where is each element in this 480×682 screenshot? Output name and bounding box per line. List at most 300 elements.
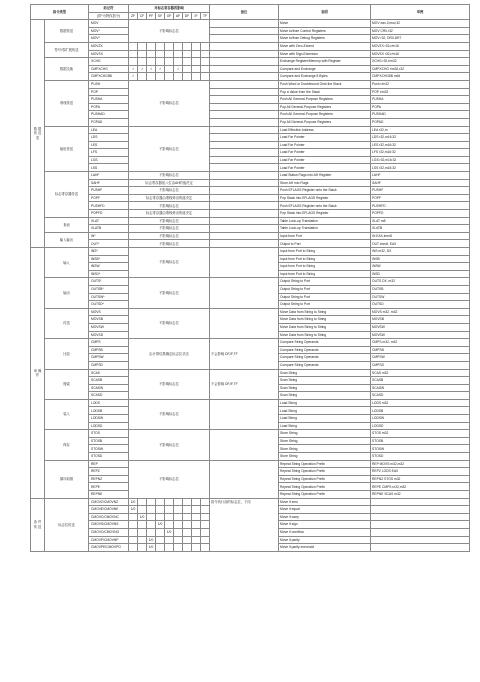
example-cell: INS m32, DX bbox=[371, 248, 470, 256]
table-row bbox=[31, 141, 470, 149]
flag-cell bbox=[192, 536, 201, 544]
mnemonic-cell: CMOVS/CMOVNS bbox=[89, 521, 129, 529]
table-row bbox=[31, 111, 470, 119]
flag-header-zf: ZF bbox=[129, 12, 138, 20]
example-cell: SCASW bbox=[371, 384, 470, 392]
flag-cell bbox=[201, 521, 210, 529]
flag-cell bbox=[174, 50, 183, 58]
description-cell: Store String bbox=[279, 437, 371, 445]
header-flags-title: 对标志寄存器的影响 bbox=[129, 5, 210, 13]
flag-cell bbox=[174, 498, 183, 506]
mnemonic-cell: REPE bbox=[89, 483, 129, 491]
flag-effect-span: 不影响标志位 bbox=[129, 399, 210, 429]
flag-cell bbox=[183, 73, 192, 81]
flag-cell bbox=[201, 65, 210, 73]
description-cell: Move if parity even/odd bbox=[279, 544, 371, 552]
note-cell bbox=[210, 187, 279, 195]
example-cell: INSW bbox=[371, 263, 470, 271]
flag-cell bbox=[138, 506, 147, 514]
description-cell: Load Far Pointer bbox=[279, 149, 371, 157]
flag-effect-span: 不影响标志位 bbox=[129, 80, 210, 126]
flag-cell bbox=[183, 506, 192, 514]
example-cell: INSB bbox=[371, 255, 470, 263]
flag-effect-span: 不影响标志位 bbox=[129, 232, 210, 240]
flag-cell bbox=[174, 544, 183, 552]
mnemonic-cell: SCAS bbox=[89, 369, 129, 377]
example-cell: SAHF bbox=[371, 179, 470, 187]
example-cell: REPNE SCAS m32 bbox=[371, 491, 470, 499]
description-cell: Table Look-up Translation bbox=[279, 217, 371, 225]
mnemonic-cell: LSS bbox=[89, 164, 129, 172]
example-cell: OUTSD bbox=[371, 301, 470, 309]
flag-header-tf: TF bbox=[201, 12, 210, 20]
mnemonic-cell: CMOVE/CMOVNE bbox=[89, 506, 129, 514]
description-cell: Compare String Operands bbox=[279, 361, 371, 369]
table-row bbox=[31, 96, 470, 104]
flag-cell bbox=[165, 50, 174, 58]
header-desc: 说明 bbox=[279, 5, 371, 20]
description-cell: Move Data from String to String bbox=[279, 316, 371, 324]
mnemonic-cell: CMPSB bbox=[89, 346, 129, 354]
description-cell: Load Far Pointer bbox=[279, 134, 371, 142]
flag-cell: 1/0 bbox=[138, 513, 147, 521]
flag-cell bbox=[156, 513, 165, 521]
mnemonic-cell: SCASB bbox=[89, 377, 129, 385]
table-row bbox=[31, 50, 470, 58]
table-row bbox=[31, 194, 470, 202]
flag-cell bbox=[174, 73, 183, 81]
note-cell bbox=[210, 42, 279, 50]
flag-cell bbox=[192, 58, 201, 66]
note-cell bbox=[210, 240, 279, 248]
mnemonic-cell: LODSB bbox=[89, 407, 129, 415]
description-cell: Compare and Exchange bbox=[279, 65, 371, 73]
flag-cell bbox=[165, 65, 174, 73]
group-label: 搜索 bbox=[45, 369, 89, 399]
mnemonic-cell: REPNE bbox=[89, 491, 129, 499]
mnemonic-cell: POP bbox=[89, 88, 129, 96]
mnemonic-cell: XLAT bbox=[89, 217, 129, 225]
example-cell bbox=[371, 506, 470, 514]
flag-cell: √ bbox=[156, 65, 165, 73]
flag-cell bbox=[156, 58, 165, 66]
mnemonic-cell: REPNZ bbox=[89, 475, 129, 483]
note-cell bbox=[210, 27, 279, 35]
flag-cell bbox=[183, 536, 192, 544]
description-cell: Pop Stack into EFLAGS Register bbox=[279, 194, 371, 202]
table-row bbox=[31, 187, 470, 195]
flag-cell bbox=[156, 536, 165, 544]
example-cell: STOSB bbox=[371, 437, 470, 445]
mnemonic-cell: OUTS* bbox=[89, 278, 129, 286]
flag-cell bbox=[183, 498, 192, 506]
mnemonic-cell: CMOVZ/CMOVNZ bbox=[89, 498, 129, 506]
example-cell: XCHG r32,r/m32 bbox=[371, 58, 470, 66]
description-cell: Move bbox=[279, 20, 371, 28]
flag-cell bbox=[147, 498, 156, 506]
mnemonic-cell: MOV* bbox=[89, 27, 129, 35]
table-row bbox=[31, 232, 470, 240]
flag-cell bbox=[201, 506, 210, 514]
flag-header-of: OF bbox=[165, 12, 174, 20]
flag-effect-span: 标志寄存器由堆栈弹出的值决定 bbox=[129, 210, 210, 218]
description-cell: Move if carry bbox=[279, 513, 371, 521]
group-label: 输出 bbox=[45, 278, 89, 308]
flag-cell bbox=[201, 58, 210, 66]
example-cell bbox=[371, 521, 470, 529]
note-cell bbox=[210, 164, 279, 172]
mnemonic-cell: MOVS bbox=[89, 308, 129, 316]
note-cell bbox=[210, 232, 279, 240]
table-row bbox=[31, 149, 470, 157]
description-cell: Move if overflow bbox=[279, 528, 371, 536]
example-cell: MOVSX r32,r/m16 bbox=[371, 50, 470, 58]
example-cell: SCASD bbox=[371, 392, 470, 400]
flag-cell bbox=[156, 73, 165, 81]
flag-cell bbox=[201, 73, 210, 81]
note-cell bbox=[210, 399, 279, 429]
table-row bbox=[31, 65, 470, 73]
example-cell: POP r/m32 bbox=[371, 88, 470, 96]
example-cell: SCASB bbox=[371, 377, 470, 385]
group-label: 数据交换 bbox=[45, 58, 89, 81]
description-cell: Move Data from String to String bbox=[279, 308, 371, 316]
description-cell: Load Effective Address bbox=[279, 126, 371, 134]
mnemonic-cell: STOSD bbox=[89, 453, 129, 461]
group-label: 标志寄存器传送 bbox=[45, 172, 89, 218]
flag-cell bbox=[192, 50, 201, 58]
mnemonic-cell: CMPXCHG8B bbox=[89, 73, 129, 81]
flag-header-sf: SF bbox=[156, 12, 165, 20]
header-note: 备注 bbox=[210, 5, 279, 20]
example-cell: OUTSW bbox=[371, 293, 470, 301]
flag-cell bbox=[129, 521, 138, 529]
mnemonic-cell: MOV bbox=[89, 20, 129, 28]
example-cell bbox=[371, 498, 470, 506]
description-cell: Move to/from Debug Registers bbox=[279, 35, 371, 43]
outer-group-label: 数 据 传 送 类 bbox=[31, 20, 45, 248]
flag-cell bbox=[201, 50, 210, 58]
header-example: 举例 bbox=[371, 5, 470, 20]
description-cell: Input from Port to String bbox=[279, 255, 371, 263]
mnemonic-cell: OUTSW* bbox=[89, 293, 129, 301]
flag-cell bbox=[165, 521, 174, 529]
flag-cell bbox=[174, 536, 183, 544]
example-cell bbox=[371, 513, 470, 521]
example-cell: POPF bbox=[371, 194, 470, 202]
flag-cell bbox=[129, 544, 138, 552]
table-row bbox=[31, 118, 470, 126]
group-label: 堆栈传送 bbox=[45, 80, 89, 126]
note-cell bbox=[210, 103, 279, 111]
description-cell: Move if parity bbox=[279, 536, 371, 544]
mnemonic-cell: CMPSD bbox=[89, 361, 129, 369]
flag-effect-span: 不影响标志位 bbox=[129, 430, 210, 460]
flag-effect-span: 由计算结果确定标志位状态 bbox=[129, 339, 210, 369]
header-row bbox=[31, 5, 470, 13]
flag-cell bbox=[192, 544, 201, 552]
table-row bbox=[31, 399, 470, 407]
description-cell: Repeat String Operation Prefix bbox=[279, 491, 371, 499]
description-cell: Load String bbox=[279, 407, 371, 415]
flag-cell bbox=[192, 528, 201, 536]
description-cell: Load Far Pointer bbox=[279, 141, 371, 149]
mnemonic-cell: PUSHA bbox=[89, 96, 129, 104]
group-label: 传送 bbox=[45, 308, 89, 338]
example-cell: OUTS DX, m32 bbox=[371, 278, 470, 286]
description-cell: Table Look-up Translation bbox=[279, 225, 371, 233]
example-cell: PUSHF bbox=[371, 187, 470, 195]
flag-cell: 1/0 bbox=[165, 528, 174, 536]
example-cell: LGS r32,m16:32 bbox=[371, 156, 470, 164]
mnemonic-cell: PUSHF bbox=[89, 187, 129, 195]
example-cell: LODSB bbox=[371, 407, 470, 415]
example-cell: STOSD bbox=[371, 453, 470, 461]
description-cell: Move with Zero-Extend bbox=[279, 42, 371, 50]
note-cell bbox=[210, 58, 279, 66]
example-cell: REPNZ STOS m32 bbox=[371, 475, 470, 483]
mnemonic-cell: LGS bbox=[89, 156, 129, 164]
flag-cell bbox=[138, 58, 147, 66]
mnemonic-cell: XCHG bbox=[89, 58, 129, 66]
description-cell: Input from Port to String bbox=[279, 270, 371, 278]
description-cell: Output String to Port bbox=[279, 278, 371, 286]
table-row bbox=[31, 278, 470, 286]
table-row bbox=[31, 498, 470, 506]
flag-cell: √ bbox=[138, 65, 147, 73]
flag-cell bbox=[201, 42, 210, 50]
table-row bbox=[31, 134, 470, 142]
example-cell: LSS r32,m16:32 bbox=[371, 164, 470, 172]
mnemonic-cell: POPAD bbox=[89, 118, 129, 126]
mnemonic-cell: OUTSB* bbox=[89, 285, 129, 293]
instruction-reference-table bbox=[30, 4, 470, 552]
flag-cell bbox=[183, 42, 192, 50]
table-row bbox=[31, 172, 470, 180]
group-label: 保存 bbox=[45, 430, 89, 460]
note-cell: 不会影响 DF,IF,TF bbox=[210, 339, 279, 369]
flag-cell bbox=[165, 536, 174, 544]
table-row bbox=[31, 73, 470, 81]
note-cell bbox=[210, 202, 279, 210]
example-cell: MOVZX r32,r/m16 bbox=[371, 42, 470, 50]
example-cell: OUT imm8, EAX bbox=[371, 240, 470, 248]
description-cell: Repeat String Operation Prefix bbox=[279, 460, 371, 468]
example-cell: PUSHA bbox=[371, 96, 470, 104]
mnemonic-cell: STOS bbox=[89, 430, 129, 438]
flag-cell bbox=[129, 58, 138, 66]
table-row bbox=[31, 58, 470, 66]
flag-cell bbox=[165, 513, 174, 521]
note-cell: 指令执行前的标志位，下同 bbox=[210, 498, 279, 551]
flag-cell bbox=[138, 73, 147, 81]
header-mnemonic: 助记符 bbox=[89, 5, 129, 13]
description-cell: Output to Port bbox=[279, 240, 371, 248]
mnemonic-cell: MOV* bbox=[89, 35, 129, 43]
flag-cell bbox=[201, 536, 210, 544]
mnemonic-cell: CMOVP/CMOVNP bbox=[89, 536, 129, 544]
example-cell: CMPS m32, m32 bbox=[371, 339, 470, 347]
mnemonic-cell: POPF bbox=[89, 194, 129, 202]
example-cell: MOV CR0,r32 bbox=[371, 27, 470, 35]
flag-header-df: DF bbox=[183, 12, 192, 20]
flag-cell bbox=[129, 42, 138, 50]
description-cell: Push Word or Doubleword Onto the Stack bbox=[279, 80, 371, 88]
description-cell: Output String to Port bbox=[279, 293, 371, 301]
example-cell: MOVSW bbox=[371, 323, 470, 331]
flag-cell bbox=[147, 506, 156, 514]
flag-cell bbox=[201, 544, 210, 552]
mnemonic-cell: MOVZX bbox=[89, 42, 129, 50]
mnemonic-cell: MOVSD bbox=[89, 331, 129, 339]
mnemonic-cell: INSB* bbox=[89, 255, 129, 263]
flag-cell bbox=[174, 513, 183, 521]
description-cell: Move to/from Control Registers bbox=[279, 27, 371, 35]
flag-effect-span: 不影响标志位 bbox=[129, 20, 210, 43]
description-cell: Store String bbox=[279, 430, 371, 438]
outer-group-label: 条 件 传 送 bbox=[31, 498, 45, 551]
example-cell: POPFD bbox=[371, 210, 470, 218]
flag-cell bbox=[183, 544, 192, 552]
mnemonic-cell: OUT* bbox=[89, 240, 129, 248]
flag-cell bbox=[138, 42, 147, 50]
example-cell: MOV eax,2;mov,32 bbox=[371, 20, 470, 28]
table-row bbox=[31, 217, 470, 225]
flag-header-if: IF bbox=[192, 12, 201, 20]
example-cell: LODS m32 bbox=[371, 399, 470, 407]
description-cell: Push All General-Purpose Registers bbox=[279, 96, 371, 104]
table-row bbox=[31, 164, 470, 172]
note-cell bbox=[210, 73, 279, 81]
example-cell: LODSW bbox=[371, 415, 470, 423]
table-row bbox=[31, 225, 470, 233]
mnemonic-cell: MOVSX bbox=[89, 50, 129, 58]
flag-cell bbox=[183, 65, 192, 73]
flag-cell bbox=[138, 521, 147, 529]
example-cell: CMPSD bbox=[371, 361, 470, 369]
description-cell: Store AH into Flags bbox=[279, 179, 371, 187]
flag-effect-span: 不影响标志位 bbox=[129, 369, 210, 399]
flag-cell bbox=[174, 42, 183, 50]
table-row bbox=[31, 35, 470, 43]
mnemonic-cell: STOSB bbox=[89, 437, 129, 445]
flag-cell: √ bbox=[129, 73, 138, 81]
note-cell bbox=[210, 225, 279, 233]
description-cell: Output String to Port bbox=[279, 285, 371, 293]
table-row bbox=[31, 339, 470, 347]
flag-cell bbox=[201, 528, 210, 536]
table-row bbox=[31, 202, 470, 210]
mnemonic-cell: SCASW bbox=[89, 384, 129, 392]
mnemonic-cell: PUSHFD bbox=[89, 202, 129, 210]
table-row bbox=[31, 88, 470, 96]
flag-cell bbox=[165, 73, 174, 81]
flag-cell bbox=[165, 58, 174, 66]
flag-cell bbox=[183, 50, 192, 58]
mnemonic-cell: LDS bbox=[89, 134, 129, 142]
flag-effect-span: 不影响标志位 bbox=[129, 202, 210, 210]
mnemonic-cell: LES bbox=[89, 141, 129, 149]
description-cell: Load Far Pointer bbox=[279, 156, 371, 164]
description-cell: Move Data from String to String bbox=[279, 323, 371, 331]
example-cell: REP MOVS m32,m32 bbox=[371, 460, 470, 468]
mnemonic-cell: CMOVC/CMOVNC bbox=[89, 513, 129, 521]
flag-cell bbox=[147, 528, 156, 536]
flag-cell bbox=[129, 513, 138, 521]
note-cell: 不会影响 DF,IF,TF bbox=[210, 369, 279, 399]
flag-cell bbox=[174, 521, 183, 529]
flag-effect-span: 不影响标志位 bbox=[129, 225, 210, 233]
flag-cell bbox=[183, 521, 192, 529]
description-cell: Pop Stack into EFLAGS Register bbox=[279, 210, 371, 218]
description-cell: Scan String bbox=[279, 369, 371, 377]
flag-cell: 1/0 bbox=[147, 536, 156, 544]
description-cell: Compare String Operands bbox=[279, 346, 371, 354]
flag-cell bbox=[147, 73, 156, 81]
note-cell bbox=[210, 50, 279, 58]
mnemonic-cell: MOVSW bbox=[89, 323, 129, 331]
note-cell bbox=[210, 35, 279, 43]
description-cell: Repeat String Operation Prefix bbox=[279, 468, 371, 476]
description-cell: Input from Port to String bbox=[279, 263, 371, 271]
description-cell: Scan String bbox=[279, 392, 371, 400]
note-cell bbox=[210, 172, 279, 180]
flag-cell bbox=[156, 42, 165, 50]
description-cell: Compare String Operands bbox=[279, 339, 371, 347]
description-cell: Repeat String Operation Prefix bbox=[279, 475, 371, 483]
note-cell bbox=[210, 111, 279, 119]
example-cell: MOVS m32, m32 bbox=[371, 308, 470, 316]
note-cell bbox=[210, 460, 279, 498]
example-cell bbox=[371, 528, 470, 536]
flag-header-cf: CF bbox=[138, 12, 147, 20]
flag-effect-span: 不影响标志位 bbox=[129, 187, 210, 195]
example-cell bbox=[371, 544, 470, 552]
mnemonic-cell: LODSW bbox=[89, 415, 129, 423]
mnemonic-cell: LAHF bbox=[89, 172, 129, 180]
example-cell: REPZ LODS EAX bbox=[371, 468, 470, 476]
note-cell bbox=[210, 96, 279, 104]
flag-effect-span: 不影响标志位 bbox=[129, 460, 210, 498]
flag-cell bbox=[129, 50, 138, 58]
flag-cell bbox=[165, 498, 174, 506]
table-body bbox=[31, 20, 470, 552]
example-cell: STOS m32 bbox=[371, 430, 470, 438]
flag-cell: 1/0 bbox=[129, 498, 138, 506]
group-label: 输入 bbox=[45, 248, 89, 278]
flag-header-pf: PF bbox=[147, 12, 156, 20]
table-row bbox=[31, 179, 470, 187]
group-label: 标志位传送 bbox=[45, 498, 89, 551]
note-cell bbox=[210, 430, 279, 460]
mnemonic-cell: INSW bbox=[89, 263, 129, 271]
table-row bbox=[31, 369, 470, 377]
flag-cell: √ bbox=[129, 65, 138, 73]
table-row bbox=[31, 20, 470, 28]
mnemonic-cell: STOSW bbox=[89, 445, 129, 453]
example-cell: CMPXCHG r/m32,r32 bbox=[371, 65, 470, 73]
flag-cell bbox=[129, 536, 138, 544]
group-label: 装入 bbox=[45, 399, 89, 429]
flag-cell bbox=[156, 528, 165, 536]
example-cell: STOSW bbox=[371, 445, 470, 453]
mnemonic-cell: REP bbox=[89, 460, 129, 468]
flag-cell bbox=[147, 513, 156, 521]
note-cell bbox=[210, 308, 279, 338]
description-cell: Compare String Operands bbox=[279, 354, 371, 362]
flag-effect-span: 不影响标志位 bbox=[129, 172, 210, 180]
flag-cell: 1/0 bbox=[156, 521, 165, 529]
